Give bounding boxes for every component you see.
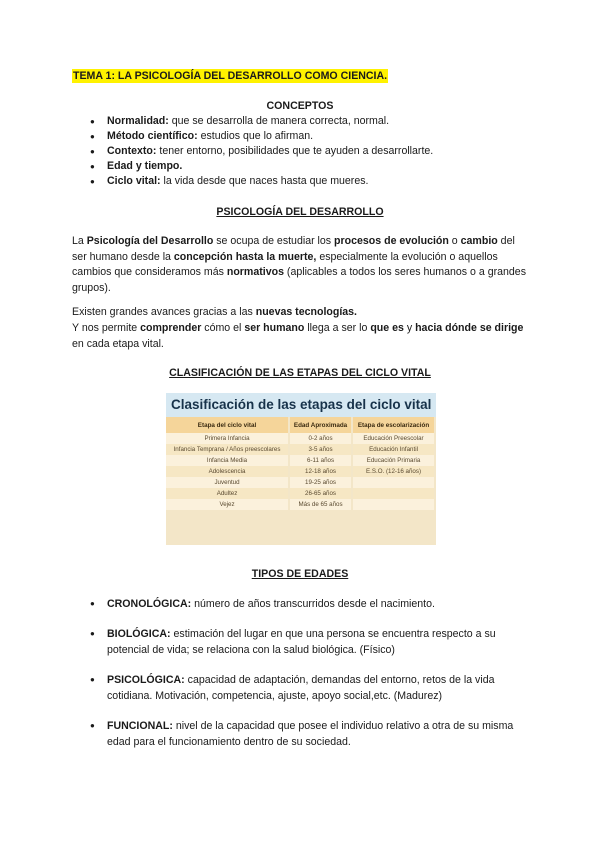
text-run: La	[72, 235, 87, 247]
table-cell: 3-5 años	[289, 444, 352, 455]
concepto-term: Contexto:	[107, 145, 157, 157]
table-cell: Primera Infancia	[166, 433, 289, 444]
text-run: se ocupa de estudiar los	[213, 235, 335, 247]
conceptos-list	[87, 114, 507, 189]
text-run: del ser humano desde la	[72, 235, 515, 263]
tipo-edad-text: nivel de la capacidad que posee el individuo relativo a otra de su misma edad para el funcionamiento dentro de su sociedad.	[107, 720, 514, 748]
table-cell: Infancia Temprana / Años preescolares	[166, 444, 289, 455]
text-run: y	[403, 322, 416, 334]
text-run: especialmente la evolución o aquellos cambios que consideramos más	[72, 250, 498, 278]
table-cell: Adultez	[166, 488, 289, 499]
table-cell: Educación Infantil	[352, 444, 435, 455]
text-run: cómo el	[201, 322, 245, 334]
concepto-term: Normalidad:	[107, 115, 169, 127]
table-cell: 0-2 años	[289, 433, 352, 444]
psicologia-title: PSICOLOGÍA DEL DESARROLLO	[216, 206, 384, 218]
tipo-edad-item	[87, 718, 527, 750]
tipos-list	[87, 596, 527, 764]
psicologia-paragraph-1	[72, 234, 532, 296]
ciclo-vital-table-image	[166, 393, 436, 545]
text-run: llega a ser lo	[304, 322, 371, 334]
conceptos-title: CONCEPTOS	[266, 100, 334, 112]
bold-phrase: normativos	[226, 266, 284, 278]
psicologia-paragraph-3	[72, 321, 532, 352]
bold-phrase: cambio	[460, 235, 498, 247]
table-cell: E.S.O. (12-16 años)	[352, 466, 435, 477]
table-row	[166, 455, 435, 466]
table-cell: Juventud	[166, 477, 289, 488]
table-row	[166, 477, 435, 488]
tipo-edad-item	[87, 596, 527, 612]
bold-phrase: nuevas tecnologías.	[255, 306, 357, 318]
text-run: o	[448, 235, 461, 247]
table-cell: 19-25 años	[289, 477, 352, 488]
concepto-text: estudios que lo afirman.	[197, 130, 314, 142]
table-row	[166, 433, 435, 444]
concepto-term: Edad y tiempo.	[107, 160, 183, 172]
bold-phrase: Psicología del Desarrollo	[86, 235, 214, 247]
document-heading	[72, 70, 388, 82]
concepto-item	[87, 174, 507, 189]
bold-phrase: concepción hasta la muerte,	[173, 250, 317, 263]
tipo-edad-text: capacidad de adaptación, demandas del entorno, retos de la vida cotidiana. Motivación, competencia, ajuste, apoyo social,etc. (Madurez)	[107, 674, 495, 702]
concepto-item	[87, 114, 507, 129]
tipo-edad-term: PSICOLÓGICA:	[107, 674, 185, 686]
table-cell: Más de 65 años	[289, 499, 352, 510]
table-cell: Educación Primaria	[352, 455, 435, 466]
ciclo-vital-table	[166, 417, 436, 510]
table-title: Clasificación de las etapas del ciclo vital	[166, 393, 436, 417]
tipo-edad-term: CRONOLÓGICA:	[107, 598, 192, 610]
tipo-edad-term: FUNCIONAL:	[107, 720, 173, 732]
text-run: en cada etapa vital.	[72, 337, 164, 350]
table-cell: 26-65 años	[289, 488, 352, 499]
psicologia-paragraph-2	[72, 305, 532, 321]
table-header-cell: Etapa del ciclo vital	[166, 417, 289, 433]
highlighted-heading: TEMA 1: LA PSICOLOGÍA DEL DESARROLLO COMO CIENCIA.	[73, 70, 388, 82]
bold-phrase: ser humano	[244, 322, 305, 334]
table-cell	[352, 477, 435, 488]
concepto-text: la vida desde que naces hasta que mueres.	[160, 175, 369, 187]
tipos-title: TIPOS DE EDADES	[251, 568, 349, 580]
table-row	[166, 499, 435, 510]
text-run: Existen grandes avances gracias a las	[72, 306, 256, 318]
concepto-text: que se desarrolla de manera correcta, normal.	[168, 115, 390, 127]
table-cell: 6-11 años	[289, 455, 352, 466]
table-row	[166, 466, 435, 477]
table-header-cell: Edad Aproximada	[289, 417, 352, 433]
text-run: Y nos permite	[72, 322, 141, 334]
bold-phrase: comprender	[140, 322, 202, 334]
concepto-item	[87, 129, 507, 144]
table-row	[166, 444, 435, 455]
tipo-edad-text: número de años transcurridos desde el nacimiento.	[191, 598, 435, 610]
bold-phrase: que es	[370, 322, 404, 334]
table-cell: Vejez	[166, 499, 289, 510]
table-cell: Educación Preescolar	[352, 433, 435, 444]
bold-phrase: procesos de evolución	[334, 235, 449, 247]
table-cell	[352, 499, 435, 510]
concepto-term: Método científico:	[107, 130, 198, 142]
table-row	[166, 488, 435, 499]
table-header-cell: Etapa de escolarización	[352, 417, 435, 433]
table-cell	[352, 488, 435, 499]
bold-phrase: hacia dónde se dirige	[415, 322, 524, 334]
table-cell: Adolescencia	[166, 466, 289, 477]
table-cell: 12-18 años	[289, 466, 352, 477]
tipo-edad-item	[87, 626, 527, 658]
table-cell: Infancia Media	[166, 455, 289, 466]
tipo-edad-term: BIOLÓGICA:	[107, 628, 171, 640]
clasificacion-title: CLASIFICACIÓN DE LAS ETAPAS DEL CICLO VITAL	[169, 367, 431, 379]
concepto-term: Ciclo vital:	[107, 175, 161, 187]
text-run: (aplicables a todos los seres humanos o a grandes grupos).	[72, 266, 527, 294]
concepto-text: tener entorno, posibilidades que te ayuden a desarrollarte.	[156, 145, 434, 157]
concepto-item	[87, 159, 507, 174]
concepto-item	[87, 144, 507, 159]
tipo-edad-item	[87, 672, 527, 704]
tipo-edad-text: estimación del lugar en que una persona se encuentra respecto a su potencial de vida; se relaciona con la salud biológica. (Físico)	[107, 628, 496, 656]
